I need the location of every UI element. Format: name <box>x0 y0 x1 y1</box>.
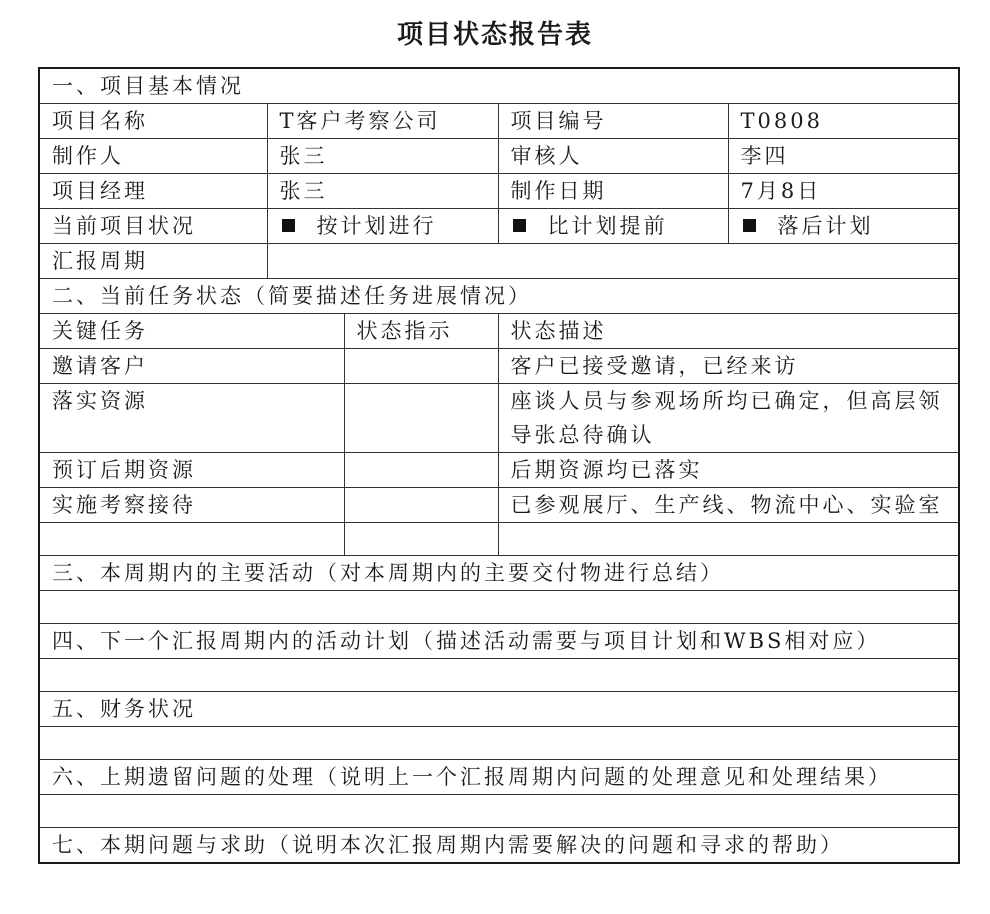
field-label: 审核人 <box>498 139 728 174</box>
task-indicator[interactable] <box>344 488 498 523</box>
period-row <box>39 244 959 279</box>
task-row <box>39 488 959 523</box>
task-description[interactable]: 客户已接受邀请，已经来访 <box>498 349 959 384</box>
status-report-table <box>38 67 960 864</box>
column-header: 状态指示 <box>344 314 498 349</box>
field-label: 项目经理 <box>39 174 267 209</box>
field-label: 项目名称 <box>39 104 267 139</box>
field-label: 当前项目状况 <box>39 209 267 244</box>
task-name[interactable]: 落实资源 <box>39 384 344 453</box>
filled-square-icon <box>513 219 526 232</box>
section-2-heading: 二、当前任务状态（简要描述任务进展情况） <box>39 279 959 314</box>
section-1-heading: 一、项目基本情况 <box>39 68 959 104</box>
filled-square-icon <box>743 219 756 232</box>
task-description[interactable]: 座谈人员与参观场所均已确定，但高层领导张总待确认 <box>498 384 959 453</box>
column-header: 关键任务 <box>39 314 344 349</box>
status-row <box>39 209 959 244</box>
task-name[interactable] <box>39 523 344 556</box>
field-label: 制作日期 <box>498 174 728 209</box>
task-description[interactable]: 已参观展厅、生产线、物流中心、实验室 <box>498 488 959 523</box>
section-4-heading: 四、下一个汇报周期内的活动计划（描述活动需要与项目计划和WBS相对应） <box>39 624 959 659</box>
manager-value[interactable]: 张三 <box>267 174 498 209</box>
status-option-on-plan[interactable]: 按计划进行 <box>267 209 498 244</box>
section-6-heading: 六、上期遗留问题的处理（说明上一个汇报周期内问题的处理意见和处理结果） <box>39 760 959 795</box>
section-7-heading: 七、本期问题与求助（说明本次汇报周期内需要解决的问题和寻求的帮助） <box>39 828 959 864</box>
info-row <box>39 139 959 174</box>
field-label: 制作人 <box>39 139 267 174</box>
section-6-content[interactable] <box>39 795 959 828</box>
page-title: 项目状态报告表 <box>396 20 593 50</box>
info-row <box>39 174 959 209</box>
field-label: 汇报周期 <box>39 244 267 279</box>
section-3-heading: 三、本周期内的主要活动（对本周期内的主要交付物进行总结） <box>39 556 959 591</box>
status-option-behind[interactable]: 落后计划 <box>728 209 959 244</box>
task-indicator[interactable] <box>344 523 498 556</box>
report-period-value[interactable] <box>267 244 959 279</box>
section-4-content[interactable] <box>39 659 959 692</box>
task-row <box>39 349 959 384</box>
filled-square-icon <box>282 219 295 232</box>
task-row <box>39 523 959 556</box>
task-description[interactable]: 后期资源均已落实 <box>498 453 959 488</box>
task-indicator[interactable] <box>344 349 498 384</box>
task-row <box>39 453 959 488</box>
task-header-row <box>39 314 959 349</box>
reviewer-value[interactable]: 李四 <box>728 139 959 174</box>
task-row <box>39 384 959 453</box>
project-number-value[interactable]: T0808 <box>728 104 959 139</box>
task-name[interactable]: 邀请客户 <box>39 349 344 384</box>
section-3-content[interactable] <box>39 591 959 624</box>
column-header: 状态描述 <box>498 314 959 349</box>
task-indicator[interactable] <box>344 384 498 453</box>
date-value[interactable]: 7月8日 <box>728 174 959 209</box>
task-name[interactable]: 实施考察接待 <box>39 488 344 523</box>
info-row <box>39 104 959 139</box>
status-option-ahead[interactable]: 比计划提前 <box>498 209 728 244</box>
section-5-content[interactable] <box>39 727 959 760</box>
task-indicator[interactable] <box>344 453 498 488</box>
project-name-value[interactable]: T客户考察公司 <box>267 104 498 139</box>
section-5-heading: 五、财务状况 <box>39 692 959 727</box>
field-label: 项目编号 <box>498 104 728 139</box>
task-description[interactable] <box>498 523 959 556</box>
task-name[interactable]: 预订后期资源 <box>39 453 344 488</box>
author-value[interactable]: 张三 <box>267 139 498 174</box>
